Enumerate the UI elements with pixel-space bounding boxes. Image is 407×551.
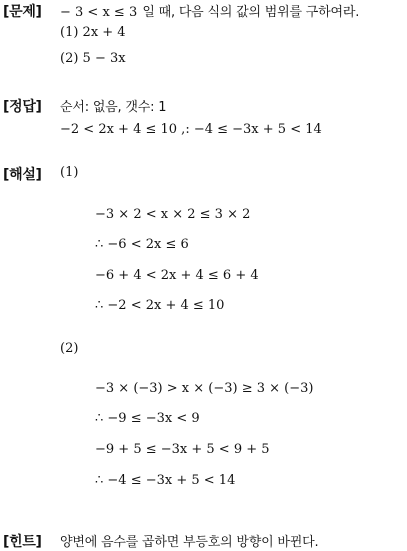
problem-item-2: (2) 5 − 3x xyxy=(60,51,126,66)
answer-label: [정답] xyxy=(3,99,42,115)
solution-step: −6 + 4 < 2x + 4 ≤ 6 + 4 xyxy=(95,268,259,283)
solution-part2-number: (2) xyxy=(60,341,79,356)
solution-step: ∴ −9 ≤ −3x < 9 xyxy=(95,411,200,426)
answer-meta: 순서: 없음, 갯수: 1 xyxy=(60,100,167,115)
solution-step: −9 + 5 ≤ −3x + 5 < 9 + 5 xyxy=(95,442,270,457)
problem-question: 일 때, 다음 식의 값의 범위를 구하여라. xyxy=(142,5,360,20)
solution-step: ∴ −4 ≤ −3x + 5 < 14 xyxy=(95,473,236,488)
solution-step: ∴ −6 < 2x ≤ 6 xyxy=(95,237,189,252)
problem-label: [문제] xyxy=(3,4,42,20)
solution-step: ∴ −2 < 2x + 4 ≤ 10 xyxy=(95,298,225,313)
solution-label: [해설] xyxy=(3,167,42,183)
answer-value: −2 < 2x + 4 ≤ 10 ,: −4 ≤ −3x + 5 < 14 xyxy=(60,122,322,137)
problem-item-1: (1) 2x + 4 xyxy=(60,25,126,40)
solution-step: −3 × (−3) > x × (−3) ≥ 3 × (−3) xyxy=(95,381,314,396)
problem-statement xyxy=(60,1,359,20)
problem-condition: − 3 < x ≤ 3 xyxy=(60,5,138,20)
hint-label: [힌트] xyxy=(3,534,42,550)
solution-part1-number: (1) xyxy=(60,165,79,180)
hint-text: 양변에 음수를 곱하면 부등호의 방향이 바뀐다. xyxy=(60,535,319,550)
solution-step: −3 × 2 < x × 2 ≤ 3 × 2 xyxy=(95,207,251,222)
